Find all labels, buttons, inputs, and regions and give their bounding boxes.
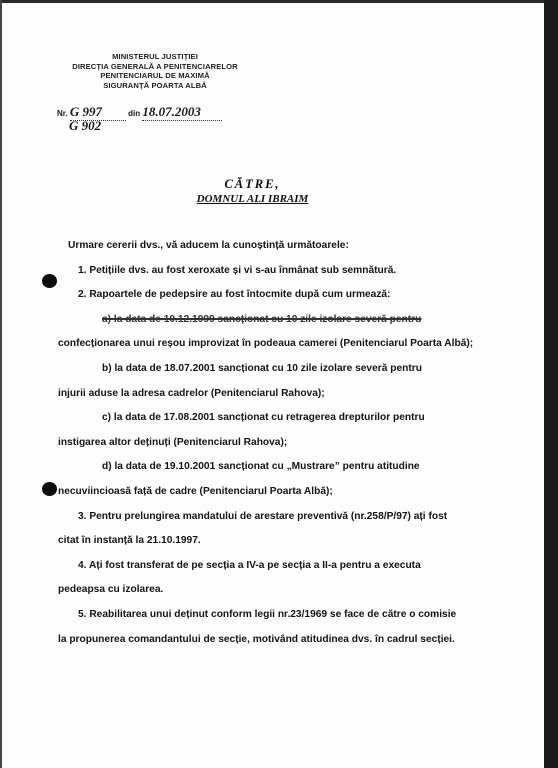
- item-2b-line1: b) la data de 18.07.2001 sancționat cu 10 zile izolare severă pentru: [102, 362, 422, 374]
- letterhead-line: SIGURANȚĂ POARTA ALBĂ: [103, 80, 207, 90]
- din-label: din: [128, 109, 141, 118]
- item-2a-continuation: confecționarea unui reșou improvizat în podeaua camerei (Penitenciarul Poarta Albă);: [58, 338, 474, 350]
- nr-value: G 997: [70, 104, 126, 121]
- letterhead: [40, 52, 270, 90]
- item-2d-line1: d) la data de 19.10.2001 sancționat cu „Mustrare” pentru atitudine: [102, 461, 420, 473]
- item-2a-struck: a) la data de 10.12.1999 sancționat cu 10 zile izolare severă pentru: [102, 313, 422, 325]
- item-2c-line2: instigarea altor deținuți (Penitenciarul Rahova);: [58, 436, 288, 448]
- nr-label: Nr.: [57, 109, 68, 118]
- letterhead-line: PENITENCIARUL DE MAXIMĂ: [100, 71, 210, 80]
- item-1: 1. Petițiile dvs. au fost xeroxate și vi s-au înmânat sub semnătură.: [78, 264, 397, 276]
- item-2d-line2: necuviincioasă față de cadre (Penitenciarul Poarta Albă);: [58, 485, 333, 497]
- punch-hole-mark: [42, 482, 57, 496]
- letterhead-line: DIRECȚIA GENERALĂ A PENITENCIARELOR: [72, 61, 238, 71]
- sub-number: G 902: [69, 118, 102, 133]
- item-3-line1: 3. Pentru prelungirea mandatului de arestare preventivă (nr.258/P/97) ați fost: [78, 510, 448, 522]
- item-4-line2: pedeapsa cu izolarea.: [58, 584, 164, 596]
- recipient-name: DOMNUL ALI IBRAIM: [196, 193, 309, 205]
- intro-paragraph: Urmare cererii dvs., vă aducem la cunoștință următoarele:: [68, 240, 349, 251]
- date-value: 18.07.2003: [142, 104, 222, 121]
- letter-body: [58, 234, 494, 652]
- item-5-line1: 5. Reabilitarea unui deținut conform legii nr.23/1969 se face de către o comisie: [78, 608, 457, 620]
- registration-number: [57, 104, 222, 134]
- scan-edge-right: [544, 0, 558, 768]
- scan-edge-left: [0, 0, 2, 768]
- scan-edge-top: [0, 0, 558, 3]
- item-2: 2. Rapoartele de pedepsire au fost întocmite după cum urmează:: [78, 289, 391, 301]
- letterhead-line: MINISTERUL JUSTIȚIEI: [112, 52, 198, 61]
- item-3-line2: citat în instanță la 21.10.1997.: [58, 535, 201, 547]
- item-2b-line2: injurii aduse la adresa cadrelor (Penitenciarul Rahova);: [58, 387, 325, 399]
- punch-hole-mark: [42, 274, 57, 288]
- recipient-title: CĂTRE,: [224, 177, 281, 191]
- item-2c-line1: c) la data de 17.08.2001 sancționat cu retragerea drepturilor pentru: [102, 412, 425, 424]
- item-5-line2: la propunerea comandantului de secție, motivând atitudinea dvs. în cadrul secției.: [58, 633, 455, 645]
- item-4-line1: 4. Ați fost transferat de pe secția a IV-a pe secția a II-a pentru a executa: [78, 559, 421, 571]
